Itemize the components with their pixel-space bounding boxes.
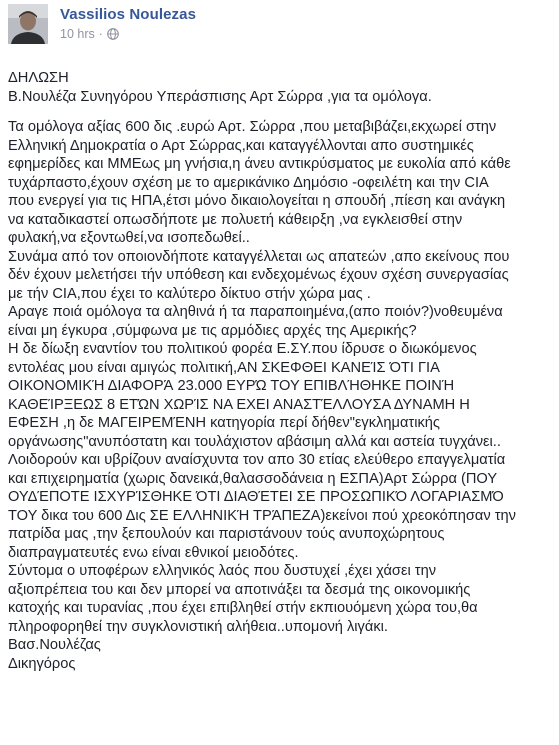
post-text-line: διαπραγματευτές ενω είναι εθνικοί μειοδότες. [8, 544, 299, 561]
post-text-line: τυχάρπαστο,έχουν σχέση με το αμερικάνικο Δημόσιο -οφειλέτη και την CIA [8, 174, 489, 191]
post-text-line: Η δε δίωξη εναντίον του πολιτικού φορέα Ε.ΣΥ.που ίδρυσε ο διωκόμενος [8, 341, 477, 357]
post-text-line: Τα ομόλογα αξίας 600 δις .ευρώ Αρτ. Σώρρα ,που μεταβιβάζει,εκχωρεί στην [8, 119, 497, 135]
post-text-line: ΚΑΘΕΊΡΞΕΩΣ 8 ΕΤΏΝ ΧΩΡΊΣ ΝΑ ΕΧΕΙ ΑΝΑΣΤΈΛΛΟΥΣΑ ΔΥΝΑΜΗ Η [8, 396, 470, 413]
post-body [8, 69, 556, 673]
post-text-line: Βασ.Νουλέζας [8, 637, 101, 653]
meta-separator: · [98, 27, 103, 41]
post-text-line: δέν έχουν μελετήσει τήν υπόθεση και ενδεχομένως έχουν σχέση συνεργασίας [8, 267, 509, 283]
paragraph-spacer [8, 106, 556, 118]
post-text-line: είναι μη έγκυρα ,σύμφωνα με τις αρμόδιες αρχές της Αμερικής? [8, 322, 417, 339]
post-text-line: εφημερίδες και ΜΜΕως μη γνήσια,η άνευ αντικρύσματος με ευκολία από κάθε [8, 156, 511, 172]
post-heading-title: ΔΗΛΩΣΗ [8, 70, 69, 86]
post-text-line: ΟΙΚΟΝΟΜΙΚΉ ΔΙΑΦΟΡΆ 23.000 ΕΥΡΏ ΤΟΥ ΕΠΙΒΛΉΘΗΚΕ ΠΟΙΝΉ [8, 378, 455, 394]
post-text-line: που ενεργεί για τις ΗΠΑ,έτσι μόνο δικαιολογείται η σπουδή ,πίεση και ανάγκη [8, 193, 506, 209]
post-text-line: Λοιδορούν και υβρίζουν αναίσχυντα τον απο 30 ετίας ελεύθερο επαγγελματία [8, 452, 506, 468]
globe-icon[interactable] [107, 28, 119, 40]
post-paragraph [8, 118, 556, 673]
post-text-line: ΤΟΥ δικα του 600 Δις ΣΕ ΕΛΛΗΝΙΚΉ ΤΡΆΠΕΖΑ)εκείνοι πού χρεοκόπησαν την [8, 507, 516, 524]
post-meta [60, 27, 119, 41]
post-text-line: οργάνωσης"ανυπόστατη και τουλάχιστον αβάσιμη αλλά και αστεία τυγχάνει.. [8, 433, 501, 450]
post-header [8, 4, 548, 48]
post-heading-subtitle: Β.Νουλέζα Συνηγόρου Υπεράσπισης Αρτ Σώρρα ,για τα ομόλογα. [8, 88, 432, 105]
post-text-line: φυλακή,να εξοντωθεί,να ισοπεδωθεί.. [8, 230, 250, 246]
avatar[interactable] [8, 4, 48, 44]
post-text-line: Ελληνική Δημοκρατία ο Αρτ Σώρρας,και καταγγέλλονται απο συστημικές [8, 137, 474, 154]
post-text-line: Σύντομα ο υποφέρων ελληνικός λαός που δυστυχεί ,έχει χάσει την [8, 563, 437, 579]
post-text-line: και επιχειρηματία (χωρις δανεικά,θαλασσοδάνεια η ΕΣΠΑ)Αρτ Σώρρα (ΠΟΥ [8, 470, 498, 487]
post-text-line: να καταδικαστεί οπωσδήποτε με πολυετή κάθειρξη ,να εγκλεισθεί στην [8, 211, 463, 228]
author-name-link[interactable]: Vassilios Noulezas [60, 6, 197, 23]
post-text-line: Αραγε ποιά ομόλογα τα αληθινά ή τα παραποιημένα,(απο ποιόν?)νοθευμένα [8, 304, 503, 320]
post-text-line: κατοχής και τυρανίας ,που έχει επιβληθεί στήν εκπιουόμενη χώρα του,θα [8, 600, 478, 616]
post-text-line: με τήν CIA,που έχει το καλύτερο δίκτυο στήν χώρα μας . [8, 285, 371, 302]
profile-photo-icon [8, 4, 48, 44]
post-timestamp[interactable]: 10 hrs [60, 27, 95, 41]
post-text-line: Δικηγόρος [8, 655, 76, 672]
post-text-line: εντολέας μου είναι αμιγώς πολιτική,ΑΝ ΣΚΕΦΘΕΙ ΚΑΝΕΊΣ ΌΤΙ ΓΙΑ [8, 359, 440, 376]
post-text-line: πληροφορηθεί την συγκλονιστική αλήθεια..υπομονή λιγάκι. [8, 618, 388, 635]
post-text-line: ΟΥΔΈΠΟΤΕ ΙΣΧΥΡΊΣΘΗΚΕ ΌΤΙ ΔΙΑΘΈΤΕΙ ΣΕ ΠΡΟΣΩΠΙΚΌ ΛΟΓΑΡΙΑΣΜΌ [8, 489, 504, 505]
post-text-line: πατρίδα μας ,την ξεπουλούν και παριστάνουν τούς ανυποχώρητους [8, 526, 445, 542]
post-text-line: Συνάμα από τον οποιονδήποτε καταγγέλλεται ως απατεών ,απο εκείνους που [8, 248, 510, 265]
post-text-line: ΕΦΕΣΗ ,η δε ΜΑΓΕΙΡΕΜΈΝΗ κατηγορία περί δήθεν"εγκληματικής [8, 415, 440, 431]
post-text-line: αξιοπρέπεια του και δεν μπορεί να αποτινάξει τα δεσμά της οικονομικής [8, 581, 471, 598]
